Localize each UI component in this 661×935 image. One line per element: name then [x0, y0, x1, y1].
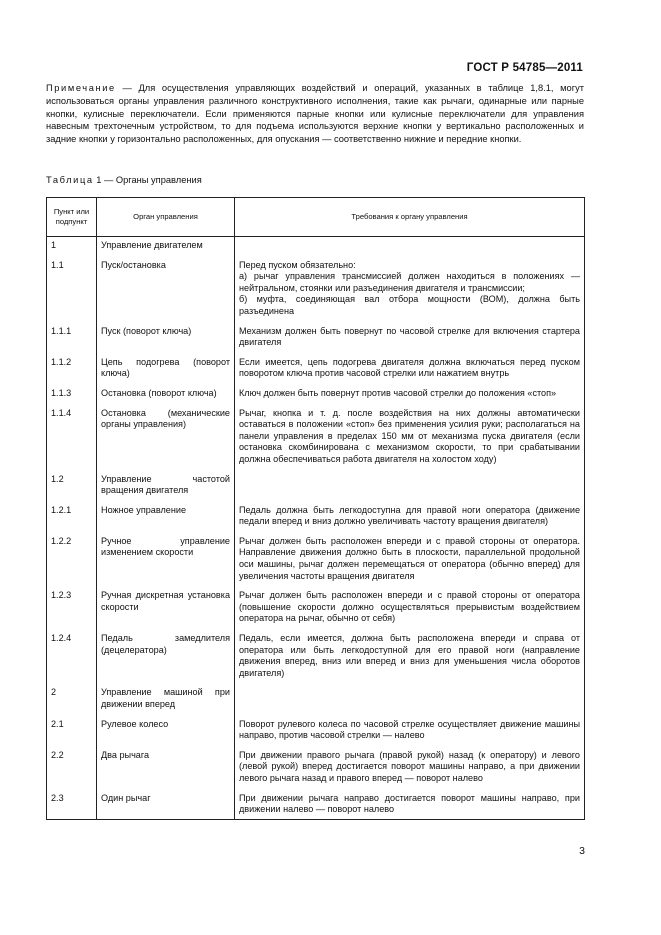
control-name-cell: Остановка (механические органы управления)	[97, 406, 235, 472]
control-name-cell: Пуск (поворот ключа)	[97, 324, 235, 355]
item-number-cell: 1.1.4	[47, 406, 97, 472]
page-number: 3	[579, 845, 585, 857]
table-row	[47, 685, 585, 716]
header-item-number: Пункт или подпункт	[47, 198, 97, 237]
control-name-cell: Два рычага	[97, 748, 235, 791]
table-row	[47, 472, 585, 503]
item-number-cell: 1.1.1	[47, 324, 97, 355]
requirements-cell: Рычаг должен быть расположен впереди и с правой стороны от оператора. Направление движения должно быть в плоскости, параллельной продольной оси машины, рычаг должен перемещаться от оператора (обычно вперед) для увеличения частоты вращения двигателя	[235, 534, 585, 588]
item-number-cell: 1.2.4	[47, 631, 97, 685]
item-number-cell: 2	[47, 685, 97, 716]
caption-label: Таблица	[46, 175, 94, 185]
control-name-cell: Пуск/остановка	[97, 258, 235, 324]
table-row	[47, 717, 585, 748]
item-number-cell: 1.1	[47, 258, 97, 324]
note-text: — Для осуществления управляющих воздействий и операций, указанных в таблице 1,8.1, могут использоваться органы управления различного конструктивного исполнения, такие как рычаги, одинарные или парные кнопки, кулисные переключатели. Если применяются парные кнопки или кулисные переключатели для управления навесным трехточечным устройством, то для подъема используются верхние кнопки у вертикально расположенных и задние кнопки у горизонтально расположенных, для опускания — соответственно нижние и передние кнопки.	[46, 83, 584, 145]
control-name-cell: Рулевое колесо	[97, 717, 235, 748]
table-row	[47, 386, 585, 406]
caption-text: 1 — Органы управления	[93, 175, 202, 185]
table-row	[47, 534, 585, 588]
requirements-cell: Педаль должна быть легкодоступна для правой ноги оператора (движение педали вперед и вниз должно увеличивать частоту вращения двигателя)	[235, 503, 585, 534]
table-row	[47, 355, 585, 386]
requirements-cell	[235, 685, 585, 716]
note-label: Примечание	[46, 83, 116, 93]
table-row	[47, 631, 585, 685]
item-number-cell: 1.1.3	[47, 386, 97, 406]
control-name-cell: Один рычаг	[97, 791, 235, 820]
requirements-cell: Поворот рулевого колеса по часовой стрелке осуществляет движение машины направо, против часовой стрелки — налево	[235, 717, 585, 748]
table-row	[47, 791, 585, 820]
control-name-cell: Остановка (поворот ключа)	[97, 386, 235, 406]
control-name-cell: Ножное управление	[97, 503, 235, 534]
table-row	[47, 748, 585, 791]
document-header: ГОСТ Р 54785—2011	[466, 62, 583, 74]
item-number-cell: 2.3	[47, 791, 97, 820]
control-name-cell: Педаль замедлителя (децелератора)	[97, 631, 235, 685]
requirements-cell: Механизм должен быть повернут по часовой стрелке для включения стартера двигателя	[235, 324, 585, 355]
requirements-cell: Если имеется, цепь подогрева двигателя должна включаться перед пуском поворотом ключа против часовой стрелки или нажатием внутрь	[235, 355, 585, 386]
control-name-cell: Управление частотой вращения двигателя	[97, 472, 235, 503]
table-row	[47, 406, 585, 472]
control-name-cell: Ручное управление изменением скорости	[97, 534, 235, 588]
requirements-cell: При движении правого рычага (правой рукой) назад (к оператору) и левого (левой рукой) вперед достигается поворот машины направо, а при движении левого рычага назад и правого вперед — поворот налево	[235, 748, 585, 791]
requirements-cell: При движении рычага направо достигается поворот машины направо, при движении налево — поворот налево	[235, 791, 585, 820]
table-row	[47, 237, 585, 258]
table-row	[47, 258, 585, 324]
item-number-cell: 2.1	[47, 717, 97, 748]
item-number-cell: 1.2.1	[47, 503, 97, 534]
note-paragraph	[46, 82, 584, 146]
table-row	[47, 588, 585, 631]
requirements-cell: Педаль, если имеется, должна быть расположена впереди и справа от оператора или быть легкодоступной для его правой ноги (направление движения вперед, вниз или вперед и вниз для уменьшения числа оборотов двигателя)	[235, 631, 585, 685]
requirements-cell	[235, 472, 585, 503]
item-number-cell: 1.2.2	[47, 534, 97, 588]
requirements-cell: Перед пуском обязательно: а) рычаг управления трансмиссией должен находиться в положениях — нейтральном, стоянки или разъединения двигателя и трансмиссии; б) муфта, соединяющая вал отбора мощности (ВОМ), должна быть разъединена	[235, 258, 585, 324]
controls-table	[46, 197, 585, 820]
control-name-cell: Управление машиной при движении вперед	[97, 685, 235, 716]
item-number-cell: 1	[47, 237, 97, 258]
header-requirements: Требования к органу управления	[235, 198, 585, 237]
item-number-cell: 1.1.2	[47, 355, 97, 386]
control-name-cell: Управление двигателем	[97, 237, 235, 258]
control-name-cell: Цепь подогрева (поворот ключа)	[97, 355, 235, 386]
item-number-cell: 2.2	[47, 748, 97, 791]
table-header-row	[47, 198, 585, 237]
table-row	[47, 503, 585, 534]
table-caption	[46, 175, 202, 185]
item-number-cell: 1.2.3	[47, 588, 97, 631]
requirements-cell: Рычаг должен быть расположен впереди и с правой стороны от оператора (повышение скорости должно осуществляться прерывистым воздействием оператора на рычаг, обычно от себя)	[235, 588, 585, 631]
requirements-cell	[235, 237, 585, 258]
requirements-cell: Ключ должен быть повернут против часовой стрелки до положения «стоп»	[235, 386, 585, 406]
requirements-cell: Рычаг, кнопка и т. д. после воздействия на них должны автоматически оставаться в положении «стоп» без применения усилия руки; располагаться на панели управления в пределах 150 мм от механизма пуска двигателя (если остановка скомбинирована с механизмом скорости, то при срабатывании должна обеспечиваться работа двигателя на холостом ходу)	[235, 406, 585, 472]
header-control: Орган управления	[97, 198, 235, 237]
table-row	[47, 324, 585, 355]
item-number-cell: 1.2	[47, 472, 97, 503]
control-name-cell: Ручная дискретная установка скорости	[97, 588, 235, 631]
